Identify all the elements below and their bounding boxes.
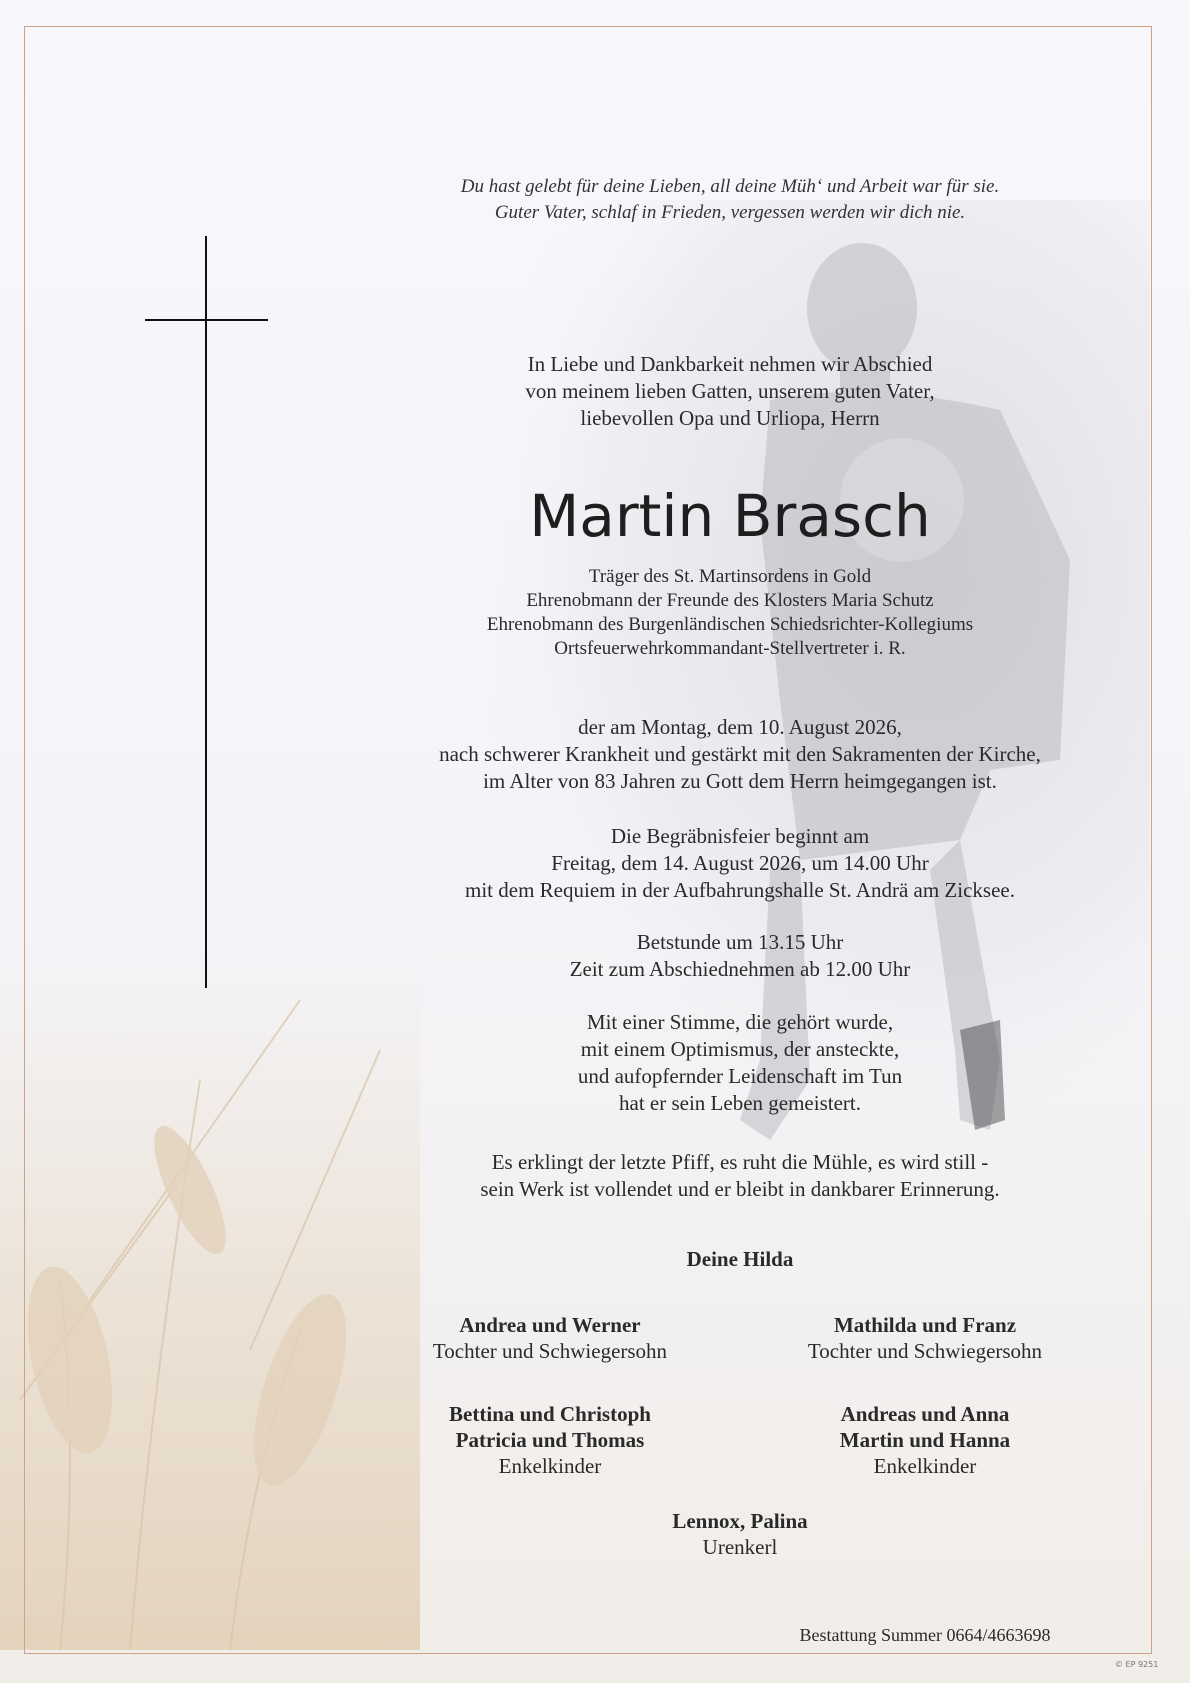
death-line: der am Montag, dem 10. August 2026, — [578, 715, 902, 739]
motto-line: Guter Vater, schlaf in Frieden, vergessen werden wir dich nie. — [494, 202, 966, 223]
death-notice — [380, 714, 1100, 795]
funeral-line: Freitag, dem 14. August 2026, um 14.00 Uhr — [551, 851, 929, 875]
mourner-role: Enkelkinder — [498, 1454, 602, 1478]
mourner-group — [385, 1401, 715, 1479]
print-code: © EP 9251 — [1115, 1660, 1159, 1669]
closing-text — [380, 1149, 1100, 1203]
mourner-role: Enkelkinder — [873, 1454, 977, 1478]
mourner-role: Urenkerl — [702, 1535, 778, 1559]
undertaker-contact: Bestattung Summer 0664/4663698 — [799, 1625, 1051, 1645]
mourner-names: Patricia und Thomas — [455, 1428, 645, 1452]
closing-line: Es erklingt der letzte Pfiff, es ruht die Mühle, es wird still - — [491, 1150, 989, 1174]
prayer-line: Betstunde um 13.15 Uhr — [636, 930, 844, 954]
prayer-times — [380, 929, 1100, 983]
mourner-group — [570, 1508, 910, 1560]
funeral-line: Die Begräbnisfeier beginnt am — [610, 824, 870, 848]
honor-line: Ehrenobmann der Freunde des Klosters Maria Schutz — [526, 590, 934, 611]
mourner-role: Tochter und Schwiegersohn — [807, 1339, 1043, 1363]
honor-line: Träger des St. Martinsordens in Gold — [588, 566, 872, 587]
death-line: nach schwerer Krankheit und gestärkt mit den Sakramenten der Kirche, — [439, 742, 1041, 766]
tribute-line: Mit einer Stimme, die gehört wurde, — [586, 1010, 894, 1034]
honors-list — [380, 565, 1080, 661]
intro-line: In Liebe und Dankbarkeit nehmen wir Abschied — [527, 352, 933, 376]
funeral-line: mit dem Requiem in der Aufbahrungshalle St. Andrä am Zicksee. — [465, 878, 1015, 902]
mourner-group — [760, 1312, 1090, 1364]
mourner-group — [760, 1401, 1090, 1479]
tribute-text — [380, 1009, 1100, 1117]
prayer-line: Zeit zum Abschiednehmen ab 12.00 Uhr — [569, 957, 911, 981]
honor-line: Ortsfeuerwehrkommandant-Stellvertreter i. R. — [554, 638, 906, 659]
mourner-names: Mathilda und Franz — [833, 1313, 1017, 1337]
mourner-names: Andreas und Anna — [840, 1402, 1010, 1426]
mourner-names: Bettina und Christoph — [449, 1402, 651, 1426]
memorial-motto — [380, 174, 1080, 226]
mourner-names: Martin und Hanna — [839, 1428, 1011, 1452]
tribute-line: hat er sein Leben gemeistert. — [619, 1091, 861, 1115]
mourner-group — [385, 1312, 715, 1364]
motto-line: Du hast gelebt für deine Lieben, all deine Müh‘ und Arbeit war für sie. — [460, 176, 1000, 197]
honor-line: Ehrenobmann des Burgenländischen Schiedsrichter-Kollegiums — [486, 614, 974, 635]
closing-line: sein Werk ist vollendet und er bleibt in dankbarer Erinnerung. — [480, 1177, 1000, 1201]
tribute-line: und aufopfernder Leidenschaft im Tun — [577, 1064, 903, 1088]
funeral-details — [380, 823, 1100, 904]
mourner-names: Lennox, Palina — [672, 1509, 808, 1533]
death-line: im Alter von 83 Jahren zu Gott dem Herrn heimgegangen ist. — [483, 769, 997, 793]
tribute-line: mit einem Optimismus, der ansteckte, — [580, 1037, 900, 1061]
intro-line: liebevollen Opa und Urliopa, Herrn — [580, 406, 880, 430]
mourner-role: Tochter und Schwiegersohn — [432, 1339, 668, 1363]
mourner-names: Andrea und Werner — [459, 1313, 641, 1337]
mourner-wife: Deine Hilda — [686, 1247, 794, 1271]
intro-line: von meinem lieben Gatten, unserem guten Vater, — [525, 379, 935, 403]
deceased-name: Martin Brasch — [529, 482, 931, 550]
intro-text — [380, 351, 1080, 432]
